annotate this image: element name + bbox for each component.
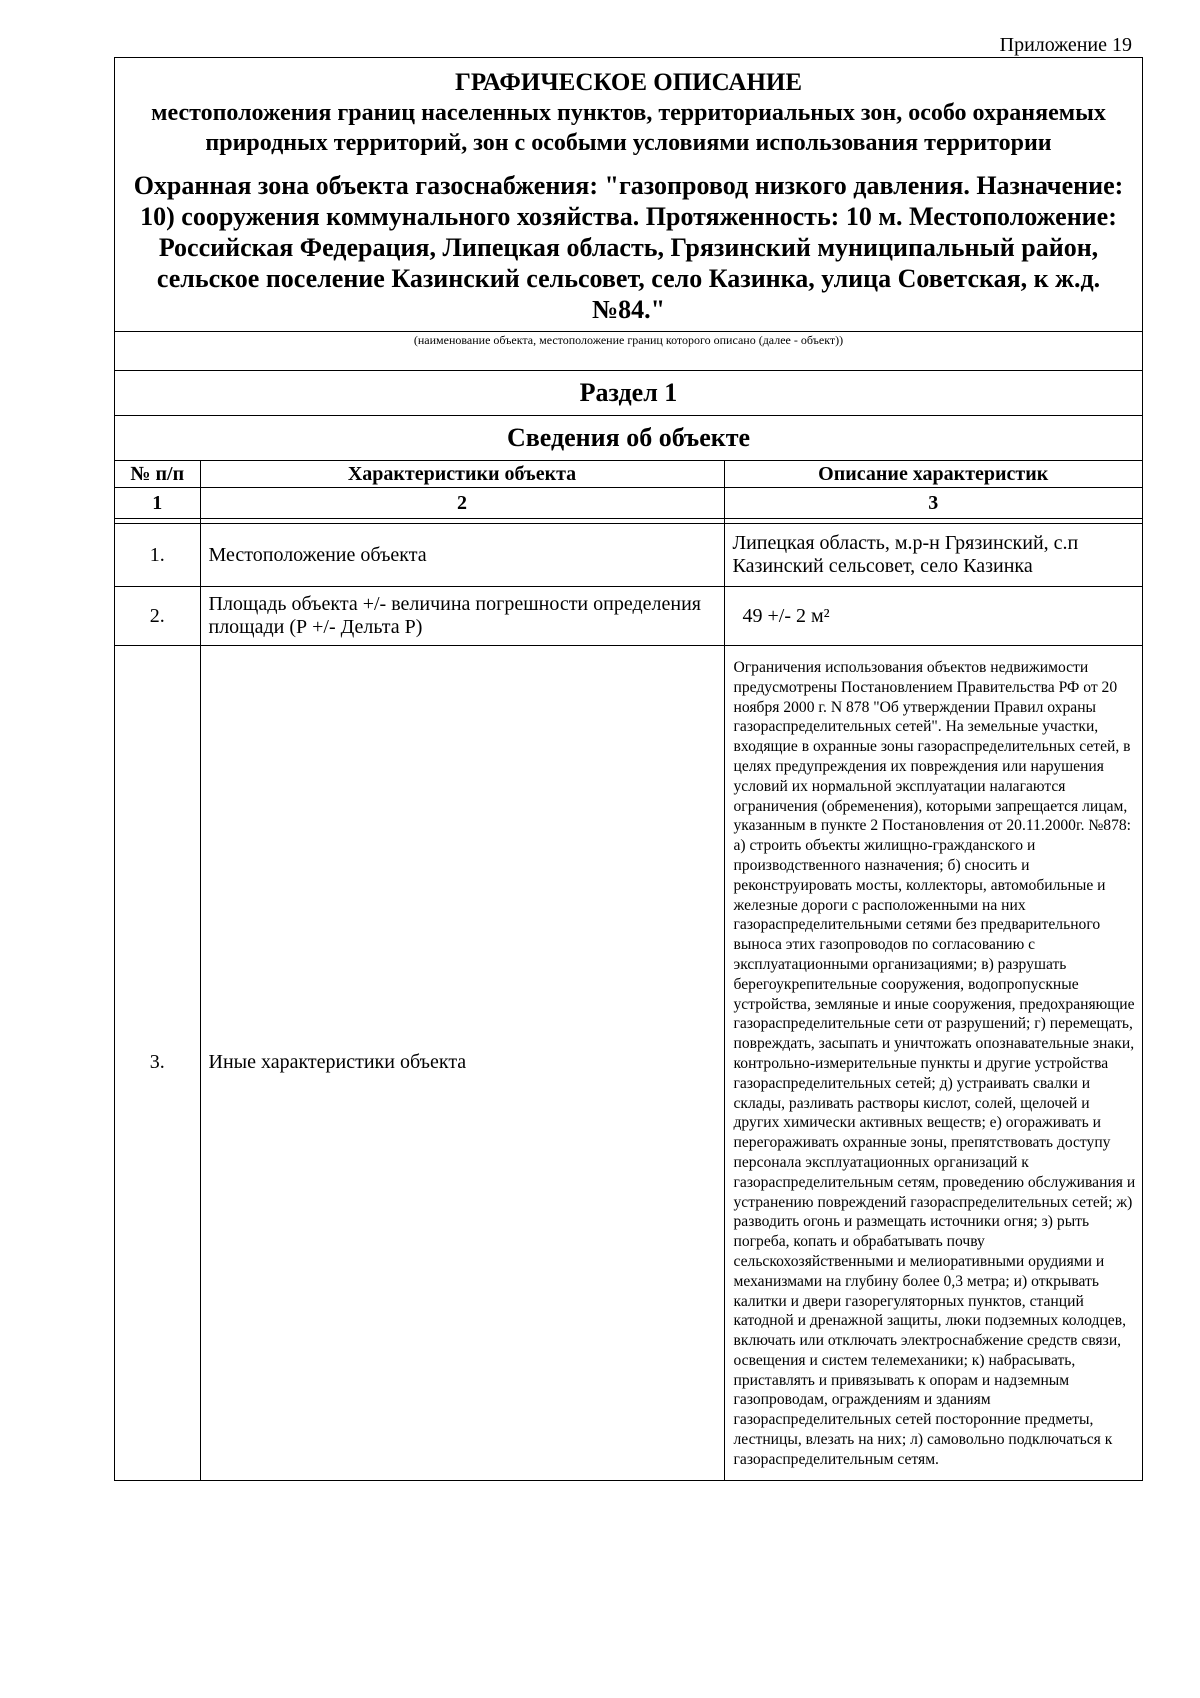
header-characteristic: Характеристики объекта bbox=[200, 461, 724, 488]
section-subtitle: Сведения об объекте bbox=[115, 415, 1142, 460]
row-number: 3. bbox=[115, 646, 200, 1480]
column-number-2: 2 bbox=[200, 488, 724, 519]
column-number-3: 3 bbox=[724, 488, 1142, 519]
appendix-label: Приложение 19 bbox=[999, 34, 1132, 56]
header-description: Описание характеристик bbox=[724, 461, 1142, 488]
table-row bbox=[115, 646, 1142, 1480]
table-header-row bbox=[115, 461, 1142, 488]
row-characteristic: Местоположение объекта bbox=[200, 524, 724, 587]
object-info-table bbox=[115, 460, 1142, 1480]
table-row bbox=[115, 524, 1142, 587]
document-header bbox=[115, 58, 1142, 331]
row-characteristic: Площадь объекта +/- величина погрешности определения площади (Р +/- Дельта Р) bbox=[200, 587, 724, 646]
row-characteristic: Иные характеристики объекта bbox=[200, 646, 724, 1480]
row-number: 1. bbox=[115, 524, 200, 587]
caption-spacer bbox=[115, 350, 1142, 370]
row-description: Липецкая область, м.р-н Грязинский, с.п Казинский сельсовет, село Казинка bbox=[724, 524, 1142, 587]
object-caption: (наименование объекта, местоположение границ которого описано (далее - объект)) bbox=[115, 331, 1142, 350]
table-row bbox=[115, 587, 1142, 646]
header-number: № п/п bbox=[115, 461, 200, 488]
object-name: Охранная зона объекта газоснабжения: "газопровод низкого давления. Назначение: 10) сооружения коммунального хозяйства. Протяженность: 10 м. Местоположение: Российская Федерация, Липецкая область, Грязинский муниципальный район, сельское поселение Казинский сельсовет, село Казинка, улица Советская, к ж.д. №84." bbox=[133, 171, 1124, 324]
document-frame bbox=[114, 57, 1143, 1481]
row-number: 2. bbox=[115, 587, 200, 646]
section-title: Раздел 1 bbox=[115, 370, 1142, 415]
document-subtitle: местоположения границ населенных пунктов, территориальных зон, особо охраняемых природных территорий, зон с особыми условиями использования территории bbox=[151, 100, 1106, 156]
column-number-1: 1 bbox=[115, 488, 200, 519]
column-number-row bbox=[115, 488, 1142, 519]
document-title: ГРАФИЧЕСКОЕ ОПИСАНИЕ bbox=[454, 69, 803, 96]
row-description: 49 +/- 2 м² bbox=[724, 587, 1142, 646]
row-description: Ограничения использования объектов недвижимости предусмотрены Постановлением Правительства РФ от 20 ноября 2000 г. N 878 "Об утверждении Правил охраны газораспределительных сетей". На земельные участки, входящие в охранные зоны газораспределительных сетей, в целях предупреждения их повреждения или нарушения условий их нормальной эксплуатации налагаются ограничения (обременения), которыми запрещается лицам, указанным в пункте 2 Постановления от 20.11.2000г. №878: а) строить объекты жилищно-гражданского и производственного назначения; б) сносить и реконструировать мосты, коллекторы, автомобильные и железные дороги с расположенными на них газораспределительными сетями без предварительного выноса этих газопроводов по согласованию с эксплуатационными организациями; в) разрушать берегоукрепительные сооружения, водопропускные устройства, земляные и иные сооружения, предохраняющие газораспределительные сети от разрушений; г) перемещать, повреждать, засыпать и уничтожать опознавательные знаки, контрольно-измерительные пункты и другие устройства газораспределительных сетей; д) устраивать свалки и склады, разливать растворы кислот, солей, щелочей и других химически активных веществ; е) огораживать и перегораживать охранные зоны, препятствовать доступу персонала эксплуатационных организаций к газораспределительным сетям, проведению обслуживания и устранению повреждений газораспределительных сетей; ж) разводить огонь и размещать источники огня; з) рыть погреба, копать и обрабатывать почву сельскохозяйственными и мелиоративными орудиями и механизмами на глубину более 0,3 метра; и) открывать калитки и двери газорегуляторных пунктов, станций катодной и дренажной защиты, люки подземных колодцев, включать или отключать электроснабжение средств связи, освещения и систем телемеханики; к) набрасывать, приставлять и привязывать к опорам и надземным газопроводам, ограждениям и зданиям газораспределительных сетей посторонние предметы, лестницы, влезать на них; л) самовольно подключаться к газораспределительным сетям. bbox=[724, 646, 1142, 1480]
